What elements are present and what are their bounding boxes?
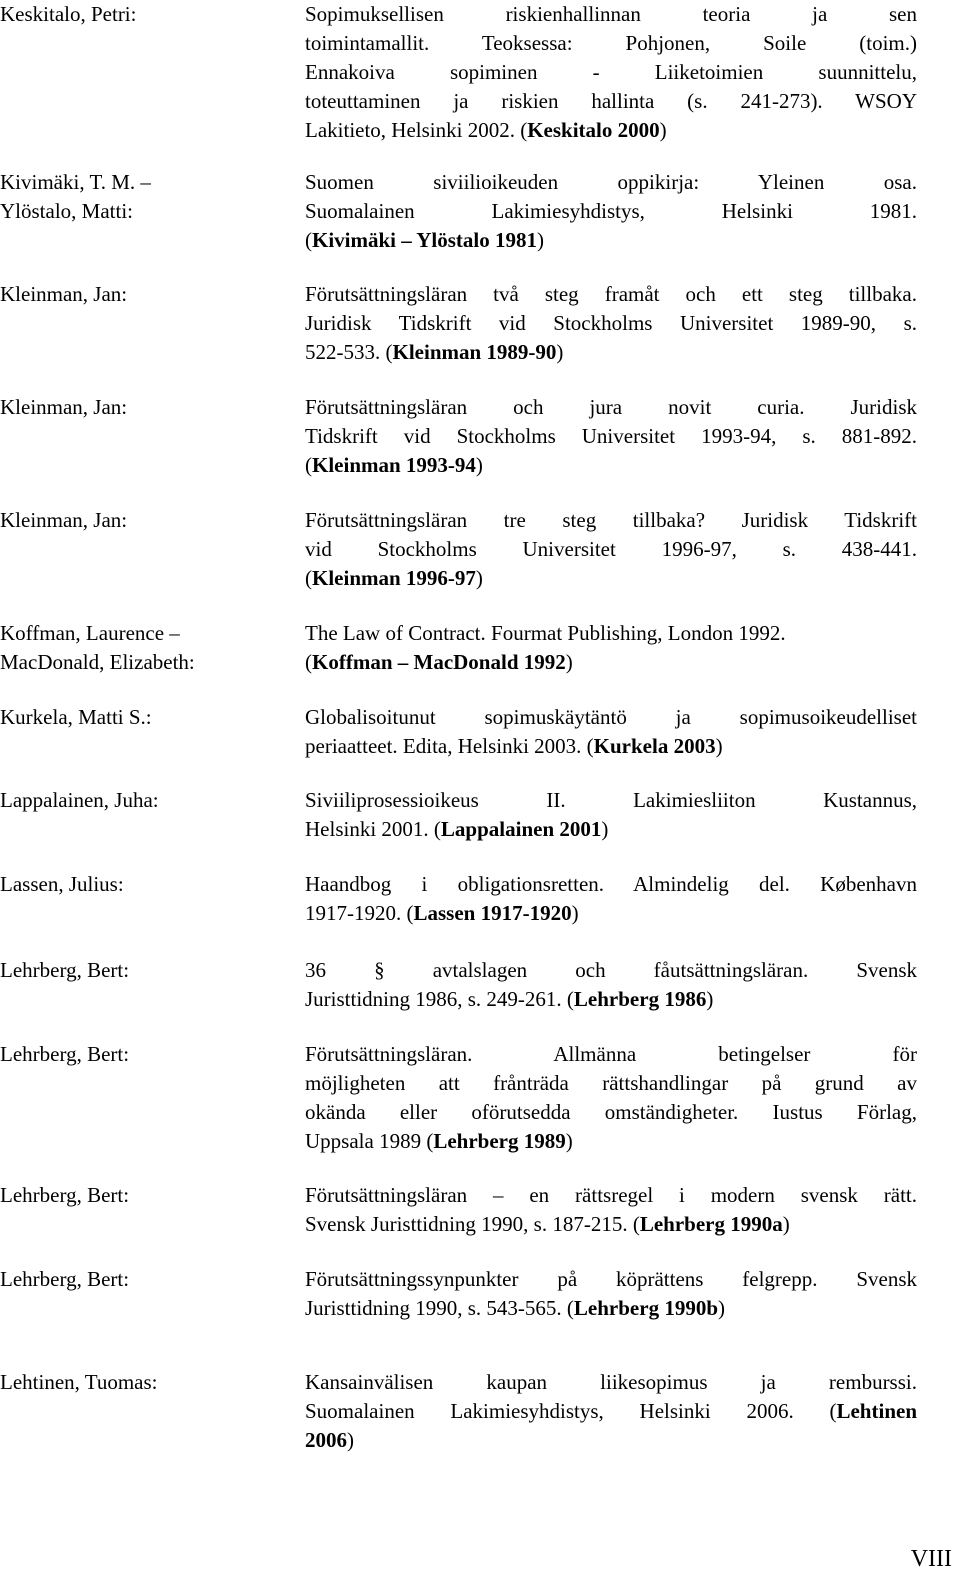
citation-key: Kleinman 1996-97 <box>312 566 476 590</box>
reference-line: (Koffman – MacDonald 1992) <box>305 650 573 674</box>
reference-line: Ennakoiva sopiminen - Liiketoimien suunnittelu, <box>305 60 917 84</box>
citation-key: Keskitalo 2000 <box>527 118 660 142</box>
reference-line: 36 § avtalslagen och fåutsättningsläran. Svensk <box>305 958 917 982</box>
entry-author <box>0 1368 300 1397</box>
reference-line: Svensk Juristtidning 1990, s. 187-215. (Lehrberg 1990a) <box>305 1212 790 1236</box>
reference-line: Haandbog i obligationsretten. Almindelig del. København <box>305 872 917 896</box>
entry-reference <box>305 280 917 367</box>
citation-key: Lehtinen <box>836 1399 917 1423</box>
reference-line: Kansainvälisen kaupan liikesopimus ja remburssi. <box>305 1370 917 1394</box>
reference-line: Siviiliprosessioikeus II. Lakimiesliiton Kustannus, <box>305 788 917 812</box>
author-line: Lassen, Julius: <box>0 872 124 896</box>
entry-reference <box>305 506 917 593</box>
reference-line: (Kivimäki – Ylöstalo 1981) <box>305 228 544 252</box>
entry-reference <box>305 1368 917 1455</box>
reference-line: Förutsättningsläran – en rättsregel i modern svensk rätt. <box>305 1183 917 1207</box>
reference-line: möjligheten att frånträda rättshandlingar på grund av <box>305 1071 917 1095</box>
reference-line: Suomen siviilioikeuden oppikirja: Yleinen osa. <box>305 170 917 194</box>
entry-reference <box>305 1040 917 1156</box>
reference-line: Suomalainen Lakimiesyhdistys, Helsinki 1981. <box>305 199 917 223</box>
entry-author <box>0 786 300 815</box>
citation-key: Kleinman 1993-94 <box>312 453 476 477</box>
reference-line: Helsinki 2001. (Lappalainen 2001) <box>305 817 609 841</box>
author-line: Lehrberg, Bert: <box>0 1267 130 1291</box>
reference-line: toimintamallit. Teoksessa: Pohjonen, Soile (toim.) <box>305 31 917 55</box>
reference-line: Förutsättningsläran. Allmänna betingelser för <box>305 1042 917 1066</box>
reference-line: Förutsättningsläran två steg framåt och ett steg tillbaka. <box>305 282 917 306</box>
reference-line: Juridisk Tidskrift vid Stockholms Universitet 1989-90, s. <box>305 311 917 335</box>
citation-key: Kivimäki – Ylöstalo 1981 <box>312 228 537 252</box>
entry-reference <box>305 1181 917 1239</box>
citation-key: Lehrberg 1986 <box>573 987 707 1011</box>
entry-reference <box>305 786 917 844</box>
reference-line: (Kleinman 1996-97) <box>305 566 483 590</box>
author-line: Lehrberg, Bert: <box>0 958 130 982</box>
author-line: MacDonald, Elizabeth: <box>0 650 195 674</box>
page-number: VIII <box>910 1546 952 1572</box>
author-line: Ylöstalo, Matti: <box>0 199 133 223</box>
reference-line: Förutsättningsläran tre steg tillbaka? Juridisk Tidskrift <box>305 508 917 532</box>
entry-author <box>0 1265 300 1294</box>
entry-author <box>0 619 300 677</box>
entry-author <box>0 703 300 732</box>
entry-reference <box>305 956 917 1014</box>
author-line: Koffman, Laurence – <box>0 621 180 645</box>
reference-line: okända eller oförutsedda omständigheter. Iustus Förlag, <box>305 1100 917 1124</box>
reference-line: Globalisoitunut sopimuskäytäntö ja sopimusoikeudelliset <box>305 705 917 729</box>
reference-line: 522-533. (Kleinman 1989-90) <box>305 340 564 364</box>
entry-reference <box>305 0 917 145</box>
citation-key: Kurkela 2003 <box>593 734 716 758</box>
reference-line: Sopimuksellisen riskienhallinnan teoria ja sen <box>305 2 917 26</box>
reference-line: The Law of Contract. Fourmat Publishing, London 1992. <box>305 621 786 645</box>
reference-line: (Kleinman 1993-94) <box>305 453 483 477</box>
reference-line: Tidskrift vid Stockholms Universitet 1993-94, s. 881-892. <box>305 424 917 448</box>
entry-reference <box>305 619 917 677</box>
reference-line: Förutsättningssynpunkter på köprättens felgrepp. Svensk <box>305 1267 917 1291</box>
citation-key: Lehrberg 1990b <box>573 1296 718 1320</box>
entry-author <box>0 1040 300 1069</box>
author-line: Lehtinen, Tuomas: <box>0 1370 158 1394</box>
author-line: Kleinman, Jan: <box>0 395 128 419</box>
reference-line: 2006) <box>305 1428 354 1452</box>
entry-author <box>0 506 300 535</box>
author-line: Kurkela, Matti S.: <box>0 705 152 729</box>
author-line: Lappalainen, Juha: <box>0 788 159 812</box>
author-line: Kleinman, Jan: <box>0 508 128 532</box>
entry-reference <box>305 393 917 480</box>
citation-key: Lehrberg 1989 <box>433 1129 566 1153</box>
reference-line: Juristtidning 1990, s. 543-565. (Lehrberg 1990b) <box>305 1296 725 1320</box>
entry-reference <box>305 168 917 255</box>
entry-author <box>0 280 300 309</box>
citation-key: Lappalainen 2001 <box>440 817 602 841</box>
citation-key: Lassen 1917-1920 <box>413 901 572 925</box>
entry-author <box>0 1181 300 1210</box>
entry-reference <box>305 870 917 928</box>
reference-line: Förutsättningsläran och jura novit curia. Juridisk <box>305 395 917 419</box>
author-line: Kivimäki, T. M. – <box>0 170 151 194</box>
entry-reference <box>305 1265 917 1323</box>
author-line: Keskitalo, Petri: <box>0 2 137 26</box>
entry-author <box>0 956 300 985</box>
citation-key: Koffman – MacDonald 1992 <box>312 650 566 674</box>
reference-line: Juristtidning 1986, s. 249-261. (Lehrberg 1986) <box>305 987 714 1011</box>
author-line: Lehrberg, Bert: <box>0 1042 130 1066</box>
entry-author <box>0 870 300 899</box>
entry-author <box>0 168 300 226</box>
entry-author <box>0 0 300 29</box>
citation-key: 2006 <box>305 1428 347 1452</box>
entry-reference <box>305 703 917 761</box>
author-line: Kleinman, Jan: <box>0 282 128 306</box>
author-line: Lehrberg, Bert: <box>0 1183 130 1207</box>
entry-author <box>0 393 300 422</box>
citation-key: Lehrberg 1990a <box>639 1212 783 1236</box>
reference-line: Lakitieto, Helsinki 2002. (Keskitalo 2000) <box>305 118 667 142</box>
reference-line: 1917-1920. (Lassen 1917-1920) <box>305 901 579 925</box>
citation-key: Kleinman 1989-90 <box>392 340 557 364</box>
reference-line: vid Stockholms Universitet 1996-97, s. 438-441. <box>305 537 917 561</box>
reference-line: toteuttaminen ja riskien hallinta (s. 241-273). WSOY <box>305 89 917 113</box>
reference-line: periaatteet. Edita, Helsinki 2003. (Kurkela 2003) <box>305 734 723 758</box>
reference-line: Suomalainen Lakimiesyhdistys, Helsinki 2006. (Lehtinen <box>305 1399 917 1423</box>
reference-line: Uppsala 1989 (Lehrberg 1989) <box>305 1129 573 1153</box>
